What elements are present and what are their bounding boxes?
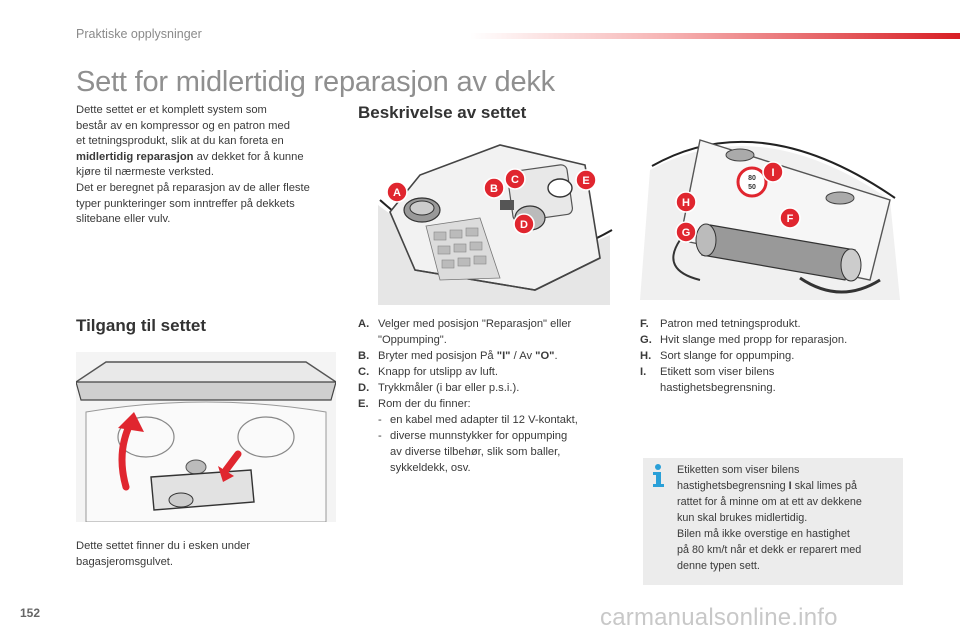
list-item-h xyxy=(640,348,905,364)
item-text xyxy=(378,316,608,348)
item-bold: "I" xyxy=(496,350,511,362)
sealant-cartridge-illustration xyxy=(640,130,905,300)
item-letter: G. xyxy=(640,334,652,346)
info-bold: I xyxy=(788,480,792,492)
header-accent-bar xyxy=(470,33,960,39)
subitem-line: av diverse tilbehør, slik som baller, xyxy=(390,446,561,458)
callout-g-label: G xyxy=(681,227,691,239)
item-text xyxy=(660,364,905,396)
component-list-right xyxy=(640,316,905,396)
item-line: . xyxy=(554,350,558,362)
subitem-dash: - xyxy=(378,414,382,426)
item-letter: I. xyxy=(640,366,647,378)
speed-limit-label-sticker xyxy=(738,168,766,196)
item-letter: B. xyxy=(358,350,370,362)
list-item-e xyxy=(358,396,608,412)
item-bold: "O" xyxy=(535,350,555,362)
section-header: Praktiske opplysninger xyxy=(76,27,202,41)
item-text: Sort slange for oppumping. xyxy=(660,350,795,362)
item-text: Hvit slange med propp for reparasjon. xyxy=(660,334,848,346)
callout-c xyxy=(505,169,525,189)
callout-e-label: E xyxy=(582,175,590,187)
item-letter: C. xyxy=(358,366,370,378)
trunk-floor-illustration xyxy=(76,352,336,522)
callout-i xyxy=(763,162,783,182)
info-line: denne typen sett. xyxy=(677,560,760,572)
callout-c-label: C xyxy=(511,174,519,186)
list-subitem xyxy=(358,428,608,476)
callout-h-label: H xyxy=(682,197,690,209)
list-item-f xyxy=(640,316,905,332)
info-line: Bilen må ikke overstige en hastighet xyxy=(677,528,850,540)
info-line xyxy=(677,478,897,494)
info-icon xyxy=(650,462,666,488)
intro-line: består av en kompressor og en patron med xyxy=(76,119,290,132)
info-line: kun skal brukes midlertidig. xyxy=(677,512,808,524)
callout-g xyxy=(676,222,696,242)
item-text: Knapp for utslipp av luft. xyxy=(378,366,499,378)
description-heading: Beskrivelse av settet xyxy=(358,103,527,122)
component-list-left xyxy=(358,316,608,476)
info-line: rattet for å minne om at ett av dekkene xyxy=(677,496,862,508)
item-letter: H. xyxy=(640,350,652,362)
intro-line: Det er beregnet på reparasjon av de aller fleste xyxy=(76,181,310,194)
item-line: Etikett som viser bilens xyxy=(660,366,775,378)
intro-line: typer punkteringer som inntreffer på dekkets xyxy=(76,197,295,210)
list-item-i xyxy=(640,364,905,396)
watermark: carmanualsonline.info xyxy=(600,604,838,631)
intro-line xyxy=(76,150,346,166)
info-line-part: hastighetsbegrensning xyxy=(677,480,789,492)
intro-line: slitebane eller vulv. xyxy=(76,213,171,226)
access-caption-line: bagasjeromsgulvet. xyxy=(76,555,174,568)
list-subitem xyxy=(358,412,608,428)
list-item-b xyxy=(358,348,608,364)
callout-f-label: F xyxy=(786,213,794,225)
item-letter: A. xyxy=(358,318,370,330)
subitem-line: sykkeldekk, osv. xyxy=(390,462,471,474)
info-text xyxy=(677,462,897,574)
access-heading: Tilgang til settet xyxy=(76,316,207,335)
speed-label-bottom: 50 xyxy=(748,184,756,191)
list-item-c xyxy=(358,364,608,380)
speed-label-top: 80 xyxy=(748,175,756,182)
item-text: Trykkmåler (i bar eller p.s.i.). xyxy=(378,382,520,394)
intro-paragraph xyxy=(76,103,346,228)
callout-f xyxy=(780,208,800,228)
item-text xyxy=(378,348,608,364)
compressor-kit-illustration xyxy=(360,140,620,305)
intro-line: et tetningsprodukt, slik at du kan foreta en xyxy=(76,135,284,148)
list-item-d xyxy=(358,380,608,396)
item-line: / Av xyxy=(510,350,536,362)
item-line: Velger med posisjon "Reparasjon" eller xyxy=(378,318,572,330)
page-title: Sett for midlertidig reparasjon av dekk xyxy=(76,66,555,98)
info-line-part: skal limes på xyxy=(791,480,858,492)
callout-d xyxy=(514,214,534,234)
info-line: Etiketten som viser bilens xyxy=(677,464,800,476)
item-line: hastighetsbegrensning. xyxy=(660,382,776,394)
item-line: "Oppumping". xyxy=(378,334,447,346)
list-item-a xyxy=(358,316,608,348)
item-text: Patron med tetningsprodukt. xyxy=(660,318,801,330)
access-caption-line: Dette settet finner du i esken under xyxy=(76,540,251,552)
callout-h xyxy=(676,192,696,212)
item-letter: D. xyxy=(358,382,370,394)
intro-line: kjøre til nærmeste verksted. xyxy=(76,166,215,179)
intro-line: Dette settet er et komplett system som xyxy=(76,104,267,116)
page-number: 152 xyxy=(20,606,41,620)
subitem-text: en kabel med adapter til 12 V-kontakt, xyxy=(390,414,578,426)
callout-a xyxy=(387,182,407,202)
intro-line-rest: av dekket for å kunne xyxy=(193,150,304,163)
info-line: på 80 km/t når et dekk er reparert med xyxy=(677,544,862,556)
item-line: Bryter med posisjon På xyxy=(378,350,497,362)
callout-a-label: A xyxy=(393,187,401,199)
callout-b xyxy=(484,178,504,198)
access-caption xyxy=(76,539,336,570)
list-item-g xyxy=(640,332,905,348)
item-letter: E. xyxy=(358,398,369,410)
subitem-dash: - xyxy=(378,430,382,442)
callout-b-label: B xyxy=(490,183,498,195)
callout-e xyxy=(576,170,596,190)
intro-bold-term: midlertidig reparasjon xyxy=(76,150,194,163)
callout-d-label: D xyxy=(520,219,528,231)
item-text: Rom der du finner: xyxy=(378,398,471,410)
subitem-line: diverse munnstykker for oppumping xyxy=(390,430,568,442)
subitem-text xyxy=(390,428,608,476)
item-letter: F. xyxy=(640,318,649,330)
callout-i-label: I xyxy=(771,167,775,179)
